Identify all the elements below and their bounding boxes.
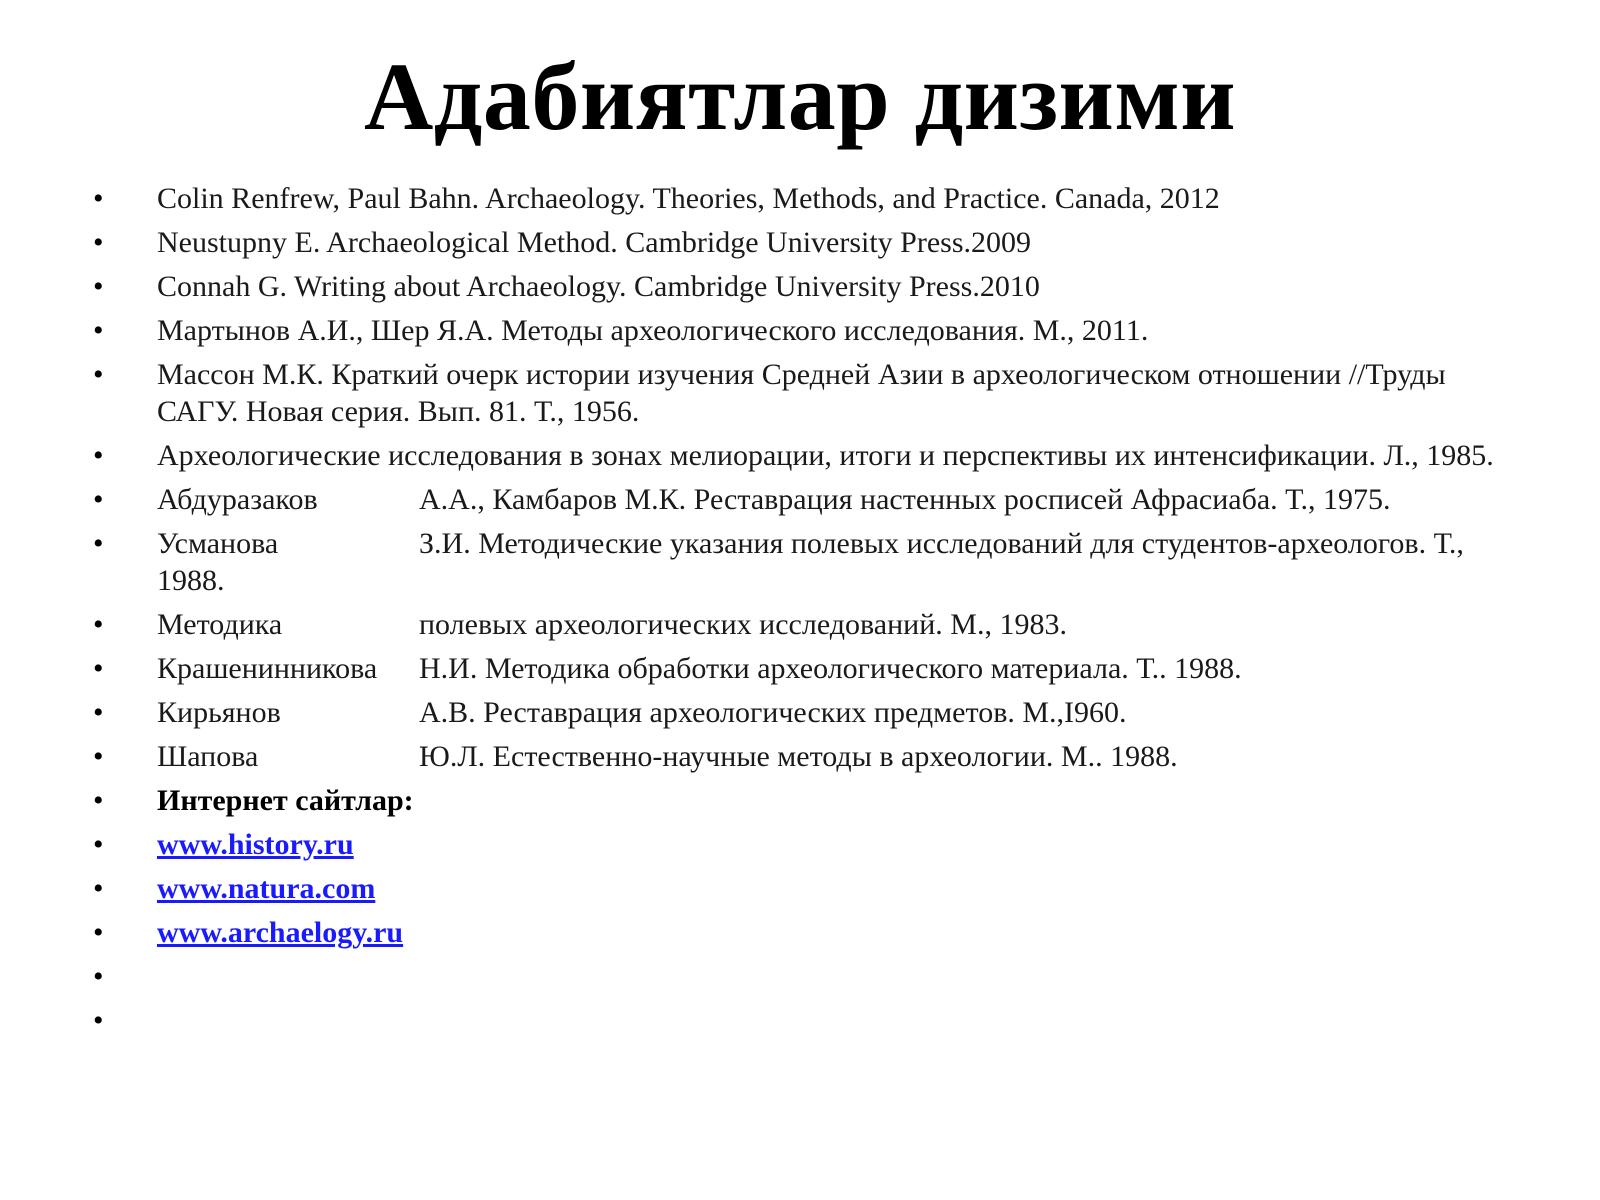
reference-text: Н.И. Методика обработки археологического материала. Т.. 1988. <box>419 652 1242 685</box>
bullet-icon: • <box>93 527 104 560</box>
list-item <box>0 312 1600 349</box>
list-item <box>0 694 1600 731</box>
link-archaelogy[interactable]: www.archaelogy.ru <box>157 916 404 949</box>
bullet-icon: • <box>93 314 104 347</box>
bullet-icon: • <box>93 358 104 391</box>
bullet-icon: • <box>93 828 104 861</box>
list-item <box>0 356 1600 430</box>
reference-author: Методика <box>157 608 283 641</box>
reference-list <box>0 180 1600 1046</box>
list-item <box>0 180 1600 217</box>
bullet-icon: • <box>93 439 104 472</box>
list-item <box>0 268 1600 305</box>
reference-text: полевых археологических исследований. М., 1983. <box>419 608 1067 641</box>
reference-text: Массон М.К. Краткий очерк истории изучения Средней Азии в археологическом отношении //Труды САГУ. Новая серия. Вып. 81. Т., 1956. <box>157 358 1446 428</box>
bullet-icon: • <box>93 608 104 641</box>
empty-list-item <box>0 1002 1600 1039</box>
reference-text: Connah G. Writing about Archaeology. Cambridge University Press.2010 <box>157 270 1040 303</box>
slide-title: Адабиятлар дизими <box>363 43 1237 150</box>
reference-text: Neustupny E. Archaeological Method. Cambridge University Press.2009 <box>157 226 1032 259</box>
list-item <box>0 738 1600 775</box>
reference-author: Абдуразаков <box>157 483 318 516</box>
empty-list-item <box>0 958 1600 995</box>
reference-text: А.А., Камбаров М.К. Реставрация настенных росписей Афрасиаба. Т., 1975. <box>419 483 1391 516</box>
link-natura[interactable]: www.natura.com <box>157 872 376 905</box>
list-item <box>0 914 1600 951</box>
list-item <box>0 870 1600 907</box>
list-item <box>0 481 1600 518</box>
list-item <box>0 437 1600 474</box>
bullet-icon: • <box>93 960 104 993</box>
bullet-icon: • <box>93 652 104 685</box>
list-item <box>0 650 1600 687</box>
list-item <box>0 606 1600 643</box>
reference-text: А.В. Реставрация археологических предметов. М.,I960. <box>419 696 1127 729</box>
list-item <box>0 525 1600 599</box>
list-item <box>0 224 1600 261</box>
bullet-icon: • <box>93 916 104 949</box>
reference-text: З.И. Методические указания полевых исследований для студентов-археологов. Т., 1988. <box>157 527 1464 597</box>
link-history[interactable]: www.history.ru <box>157 828 354 861</box>
reference-author: Кирьянов <box>157 696 281 729</box>
bullet-icon: • <box>93 270 104 303</box>
internet-heading: Интернет сайтлар: <box>157 784 414 817</box>
bullet-icon: • <box>93 1004 104 1037</box>
bullet-icon: • <box>93 226 104 259</box>
list-item <box>0 782 1600 819</box>
reference-author: Крашенинникова <box>157 652 378 685</box>
bullet-icon: • <box>93 740 104 773</box>
reference-author: Шапова <box>157 740 259 773</box>
bullet-icon: • <box>93 182 104 215</box>
bullet-icon: • <box>93 872 104 905</box>
list-item <box>0 826 1600 863</box>
reference-text: Археологические исследования в зонах мелиорации, итоги и перспективы их интенсификации. Л., 1985. <box>157 439 1494 472</box>
bullet-icon: • <box>93 784 104 817</box>
reference-text: Colin Renfrew, Paul Bahn. Archaeology. Theories, Methods, and Practice. Canada, 2012 <box>157 182 1220 215</box>
bullet-icon: • <box>93 696 104 729</box>
reference-text: Ю.Л. Естественно-научные методы в археологии. М.. 1988. <box>419 740 1178 773</box>
reference-author: Усманова <box>157 527 279 560</box>
reference-text: Мартынов А.И., Шер Я.А. Методы археологического исследования. М., 2011. <box>157 314 1149 347</box>
bullet-icon: • <box>93 483 104 516</box>
